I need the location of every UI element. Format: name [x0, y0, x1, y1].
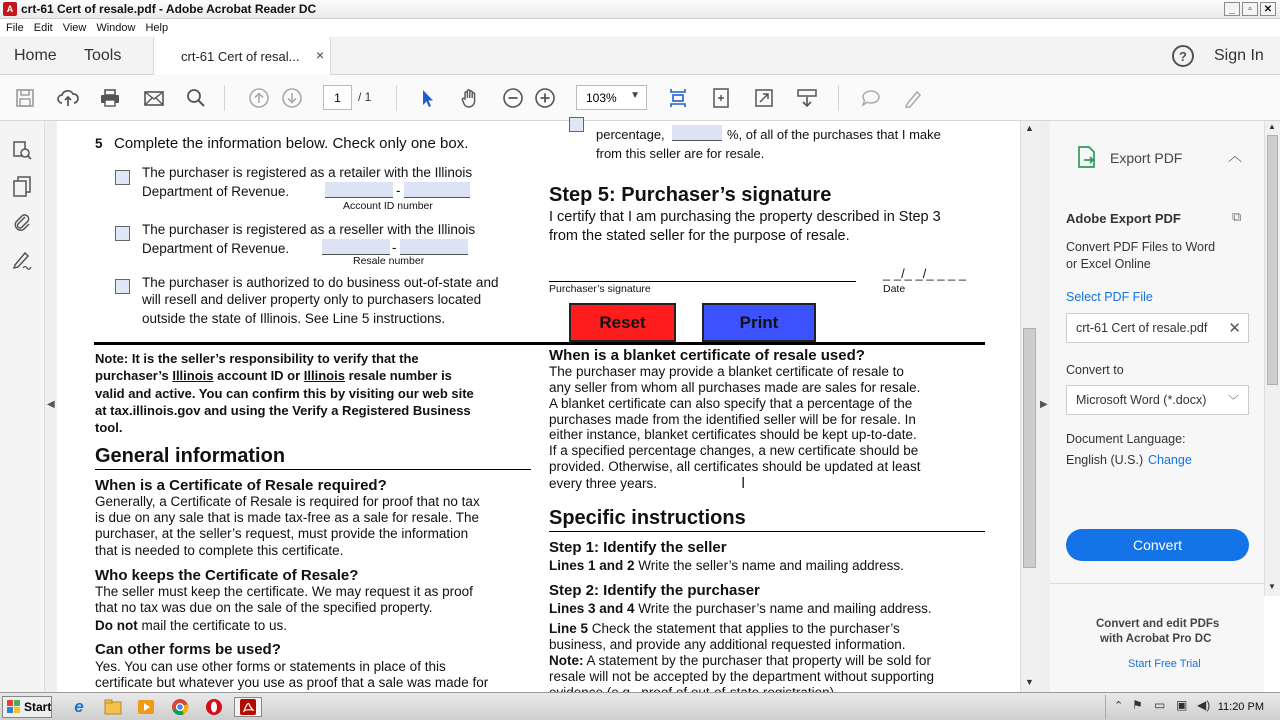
maximize-button[interactable]: ▫ [1242, 2, 1258, 16]
a4-line1: The purchaser may provide a blanket certificate of resale to [549, 364, 904, 379]
promo-line1: Convert and edit PDFs [1096, 618, 1220, 630]
panel-scroll-up-icon[interactable]: ▲ [1268, 122, 1276, 131]
resale-number-field-1[interactable] [322, 239, 390, 255]
general-info-heading: General information [95, 445, 286, 467]
a1-line3: purchaser, at the seller’s request, must provide the information [95, 526, 469, 541]
copy-icon[interactable]: ⧉ [1232, 209, 1242, 224]
clock[interactable]: 11:20 PM [1217, 701, 1264, 713]
line5-note-1: Note: A statement by the purchaser that property will be sold for [549, 653, 931, 668]
signature-caption: Purchaser’s signature [549, 283, 651, 295]
left-panel-toggle[interactable] [45, 121, 57, 692]
selected-file-name: crt-61 Cert of resale.pdf [1076, 321, 1208, 335]
chevron-right-icon: ▶ [1040, 399, 1048, 410]
page-thumbnails-icon[interactable] [9, 137, 35, 163]
export-pdf-panel [1050, 121, 1264, 692]
menu-edit[interactable]: Edit [33, 22, 53, 34]
a3-line2: certificate but whatever you use as proof that a sale was made for [95, 675, 489, 690]
signature-pen-icon[interactable] [9, 247, 35, 273]
comment-icon[interactable] [859, 86, 883, 110]
a4-line6: If a specified percentage changes, a new certificate should be [549, 443, 919, 458]
reset-button[interactable]: Reset [569, 303, 676, 342]
convert-button[interactable]: Convert [1066, 529, 1249, 561]
toolbar [0, 75, 1280, 121]
option1-line2: Department of Revenue. [142, 184, 290, 199]
account-id-caption: Account ID number [343, 200, 433, 212]
volume-icon[interactable]: ◀) [1197, 698, 1211, 712]
line5-instruction: Complete the information below. Check only one box. [114, 135, 469, 152]
export-desc-2: or Excel Online [1066, 257, 1151, 271]
fit-page-icon[interactable] [709, 86, 733, 110]
heading-underline [95, 469, 531, 470]
resale-number-field-2[interactable] [400, 239, 468, 255]
a4-line8: every three years. [549, 476, 658, 491]
right-panel-toggle[interactable] [1038, 121, 1050, 692]
tab-document-label: crt-61 Cert of resal... [181, 49, 300, 64]
resale-number-caption: Resale number [353, 255, 425, 267]
minimize-button[interactable]: _ [1224, 2, 1240, 16]
tab-document[interactable] [153, 37, 331, 75]
save-icon[interactable] [13, 86, 37, 110]
step1-heading: Step 1: Identify the seller [549, 539, 727, 556]
note-line2: purchaser’s Illinois account ID or Illinois resale number is [95, 368, 452, 383]
remove-file-icon[interactable]: ✕ [1228, 320, 1241, 337]
percentage-text-3: from this seller are for resale. [596, 146, 765, 161]
a1-line4: that is needed to complete this certificate. [95, 543, 344, 558]
read-mode-icon[interactable] [795, 86, 819, 110]
line5-instr-1: Line 5 Check the statement that applies to the purchaser’s [549, 621, 900, 636]
format-value: Microsoft Word (*.docx) [1076, 393, 1207, 407]
select-cursor-icon[interactable] [415, 86, 439, 110]
a1-line1: Generally, a Certificate of Resale is required for proof that no tax [95, 494, 480, 509]
display-icon[interactable]: ▭ [1154, 698, 1166, 712]
start-label: Start [24, 700, 52, 714]
tab-tools[interactable]: Tools [84, 47, 122, 64]
media-player-icon[interactable] [135, 697, 157, 717]
tab-home[interactable]: Home [14, 47, 57, 64]
panel-scrollbar[interactable] [1264, 121, 1280, 596]
line5-number: 5 [95, 136, 103, 151]
q1-heading: When is a Certificate of Resale required? [95, 477, 387, 494]
menu-file[interactable]: File [6, 22, 24, 34]
a2-line2: that no tax was due on the sale of the specified property. [95, 600, 433, 615]
q2-heading: Who keeps the Certificate of Resale? [95, 567, 359, 584]
menu-view[interactable]: View [62, 22, 87, 34]
a4-line3: A blanket certificate can also specify that a percentage of the [549, 396, 913, 411]
note-line5: tool. [95, 420, 123, 435]
option3-line2: will resell and deliver property only to purchasers located [142, 292, 482, 307]
export-pdf-icon [1076, 145, 1098, 174]
date-field[interactable]: _ _/_ _/_ _ _ _ [883, 266, 967, 281]
select-pdf-link[interactable]: Select PDF File [1066, 290, 1153, 304]
account-id-field-1[interactable] [325, 182, 393, 198]
step1-text: Lines 1 and 2 Write the seller’s name and mailing address. [549, 558, 904, 573]
line5-instr-2: business, and provide any additional requested information. [549, 637, 906, 652]
a2-line1: The seller must keep the certificate. We may request it as proof [95, 584, 473, 599]
chevron-down-icon: ▼ [630, 90, 640, 101]
option3-line1: The purchaser is authorized to do business out-of-state and [142, 275, 499, 290]
option3-line3: outside the state of Illinois. See Line 5 instructions. [142, 311, 446, 326]
hand-tool-icon[interactable] [458, 86, 482, 110]
chrome-icon[interactable] [169, 697, 191, 717]
zoom-level-value: 103% [586, 90, 617, 105]
acrobat-taskbar-icon[interactable] [234, 697, 262, 717]
chevron-left-icon: ◀ [47, 399, 55, 410]
chevron-down-icon: ﹀ [1228, 395, 1239, 407]
flag-icon[interactable]: ⚑ [1132, 698, 1143, 712]
convert-to-label: Convert to [1066, 363, 1124, 377]
step2-text: Lines 3 and 4 Write the purchaser’s name and mailing address. [549, 601, 932, 616]
full-screen-icon[interactable] [752, 86, 776, 110]
format-select[interactable] [1066, 385, 1249, 415]
print-button[interactable]: Print [702, 303, 816, 342]
note-line1: Note: It is the seller’s responsibility to verify that the [95, 351, 419, 366]
upload-cloud-icon[interactable] [56, 86, 80, 110]
scroll-mode-icon[interactable] [666, 86, 690, 110]
signature-line[interactable] [549, 281, 856, 282]
export-desc-1: Convert PDF Files to Word [1066, 240, 1216, 254]
scroll-down-arrow-icon[interactable]: ▼ [1025, 677, 1034, 687]
menu-window[interactable]: Window [96, 22, 136, 34]
language-value: English (U.S.) [1066, 453, 1144, 467]
panel-scroll-down-icon[interactable]: ▼ [1268, 582, 1276, 591]
a3-line1: Yes. You can use other forms or statements in place of this [95, 659, 446, 674]
left-navigation-rail [0, 121, 45, 692]
q4-heading: When is a blanket certificate of resale used? [549, 347, 865, 364]
system-tray [1105, 695, 1278, 719]
menu-help[interactable]: Help [145, 22, 169, 34]
file-explorer-icon[interactable] [102, 697, 124, 717]
attachment-icon[interactable] [9, 209, 35, 235]
heading-underline-2 [549, 531, 985, 532]
chevron-up-icon[interactable]: ︿ [1228, 148, 1242, 164]
promo-line2: with Acrobat Pro DC [1100, 633, 1212, 645]
a2-line3: Do not mail the certificate to us. [95, 618, 288, 633]
print-icon[interactable] [98, 86, 122, 110]
selected-file-box[interactable] [1066, 313, 1249, 343]
tab-close-icon[interactable]: × [316, 47, 325, 63]
q3-heading: Can other forms be used? [95, 641, 281, 658]
next-page-icon[interactable] [280, 86, 304, 110]
a4-line7: provided. Otherwise, all certificates should be updated at least [549, 459, 921, 474]
search-icon[interactable] [184, 86, 208, 110]
pdf-page [57, 121, 1020, 692]
percentage-field[interactable] [672, 125, 722, 141]
opera-icon[interactable] [203, 697, 225, 717]
highlight-pen-icon[interactable] [901, 86, 925, 110]
dash: - [396, 183, 401, 198]
percentage-text: percentage, [596, 127, 665, 142]
pages-icon[interactable] [9, 173, 35, 199]
zoom-level-select[interactable] [576, 85, 647, 110]
acrobat-app-icon: A [3, 2, 17, 16]
retailer-checkbox[interactable] [115, 170, 130, 185]
step5-line1: I certify that I am purchasing the property described in Step 3 [549, 209, 941, 225]
sign-in-button[interactable]: Sign In [1214, 47, 1264, 64]
a1-line2: is due on any sale that is made tax-free as a sale for resale. The [95, 510, 479, 525]
windows-logo-icon [7, 700, 21, 714]
show-hidden-icons-icon[interactable]: ⌃ [1114, 700, 1124, 712]
taskbar [0, 692, 1280, 720]
start-trial-link[interactable]: Start Free Trial [1128, 658, 1201, 670]
document-scrollbar[interactable] [1020, 121, 1038, 692]
dash: - [392, 240, 397, 255]
zoom-in-icon[interactable] [533, 86, 557, 110]
previous-page-icon[interactable] [247, 86, 271, 110]
note-line3: valid and active. You can confirm this by visiting our web site [95, 386, 474, 401]
promo-footer [1050, 583, 1264, 692]
change-language-link[interactable]: Change [1148, 453, 1192, 467]
out-of-state-checkbox[interactable] [115, 279, 130, 294]
export-heading: Adobe Export PDF [1066, 211, 1181, 226]
option2-line2: Department of Revenue. [142, 241, 290, 256]
option2-line1: The purchaser is registered as a reseller with the Illinois [142, 222, 476, 237]
account-id-field-2[interactable] [404, 182, 470, 198]
page-total: / 1 [358, 90, 372, 104]
tab-bar [0, 37, 1280, 75]
note-line4: at tax.illinois.gov and using the Verify a Registered Business [95, 403, 471, 418]
panel-scroll-thumb[interactable] [1267, 135, 1278, 385]
a4-line4: purchases made from the identified seller will be for resale. In [549, 412, 916, 427]
help-icon[interactable]: ? [1172, 45, 1194, 67]
window-title: crt-61 Cert of resale.pdf - Adobe Acrobat Reader DC [21, 2, 317, 16]
email-icon[interactable] [142, 86, 166, 110]
text-cursor-icon: I [741, 475, 746, 492]
step5-line2: from the stated seller for the purpose of resale. [549, 228, 850, 244]
scroll-up-arrow-icon[interactable]: ▲ [1025, 123, 1034, 133]
percentage-checkbox[interactable] [569, 117, 584, 132]
date-caption: Date [883, 283, 906, 295]
step5-title: Step 5: Purchaser’s signature [549, 184, 832, 206]
a4-line2: any seller from whom all purchases made are sales for resale. [549, 380, 921, 395]
section-divider [94, 342, 985, 345]
menu-bar [0, 19, 1280, 37]
line5-note-2: resale will not be accepted by the department without supporting [549, 669, 934, 684]
reseller-checkbox[interactable] [115, 226, 130, 241]
percentage-text-2: %, of all of the purchases that I make [727, 127, 941, 142]
document-language-label: Document Language: [1066, 432, 1186, 446]
start-button[interactable] [2, 696, 52, 718]
network-icon[interactable]: ▣ [1176, 698, 1188, 712]
zoom-out-icon[interactable] [501, 86, 525, 110]
page-number-input[interactable]: 1 [323, 85, 352, 110]
option1-line1: The purchaser is registered as a retailer with the Illinois [142, 165, 473, 180]
scroll-thumb[interactable] [1023, 328, 1036, 568]
specific-instructions-heading: Specific instructions [549, 507, 746, 529]
export-pdf-title[interactable]: Export PDF [1110, 150, 1183, 166]
step2-heading: Step 2: Identify the purchaser [549, 582, 760, 599]
internet-explorer-icon[interactable]: e [74, 697, 84, 716]
title-bar [0, 0, 1280, 19]
close-button[interactable]: ✕ [1260, 2, 1276, 16]
a4-line5: either instance, blanket certificates should be kept up-to-date. [549, 427, 917, 442]
